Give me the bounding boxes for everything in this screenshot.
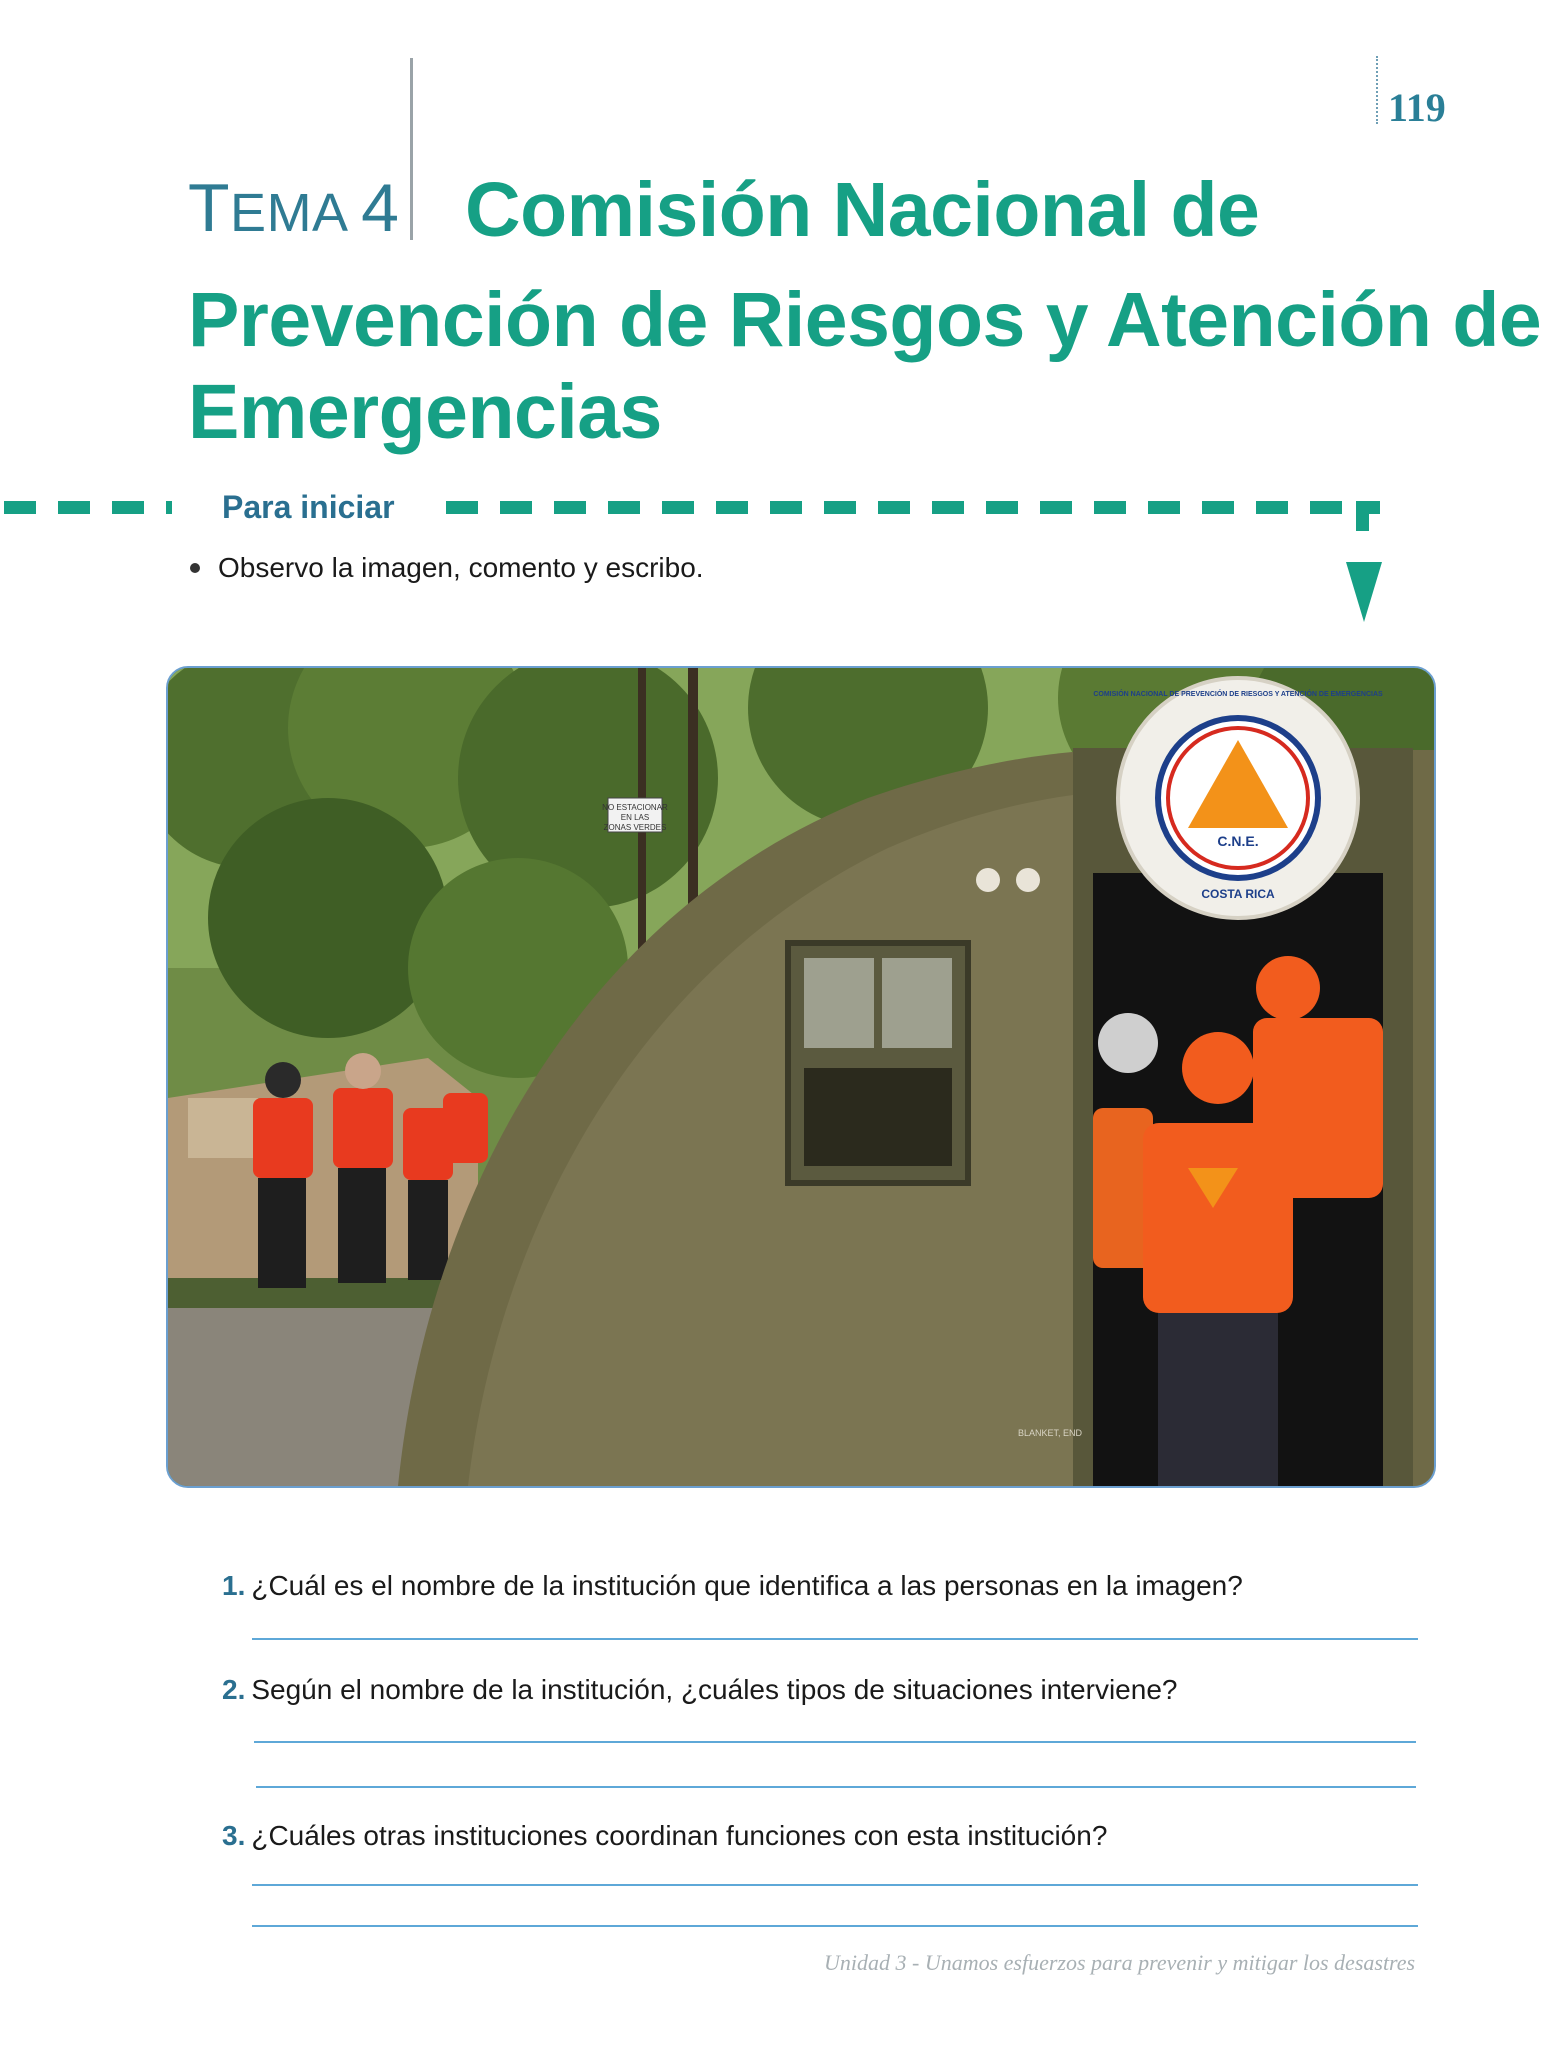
seal-text-top: COMISIÓN NACIONAL DE PREVENCIÓN DE RIESGOS Y ATENCIÓN DE EMERGENCIAS: [1093, 691, 1383, 698]
dashed-rule-left: [4, 501, 172, 514]
bullet-icon: [190, 563, 200, 573]
tema-rest: EMA: [230, 183, 346, 243]
dashed-rule-down: [1356, 501, 1369, 531]
page-title-line-2: Prevención de Riesgos y Atención de: [188, 277, 1542, 363]
answer-line-3a[interactable]: [252, 1884, 1418, 1886]
question-3: [222, 1820, 1107, 1852]
dashed-rule-right: [446, 501, 1380, 514]
seal-text-bottom: COSTA RICA: [1201, 887, 1275, 901]
page-number: 119: [1388, 85, 1446, 130]
photo-cne-tent: [166, 666, 1436, 1488]
answer-line-1[interactable]: [252, 1638, 1418, 1640]
photo-illustration: [168, 668, 1434, 1486]
sign-line-1: NO ESTACIONAR: [602, 803, 668, 812]
tema-label: [188, 170, 400, 246]
question-1-number: 1.: [222, 1570, 246, 1601]
footer-unit-title: Unidad 3 - Unamos esfuerzos para prevenir y mitigar los desastres: [824, 1950, 1416, 1975]
instruction-text: Observo la imagen, comento y escribo.: [218, 552, 704, 583]
question-2-number: 2.: [222, 1674, 246, 1705]
question-1: [222, 1570, 1243, 1602]
section-heading: Para iniciar: [222, 489, 395, 525]
question-3-number: 3.: [222, 1820, 246, 1851]
page-number-rule: [1376, 56, 1378, 124]
sign-line-3: ZONAS VERDES: [603, 823, 667, 832]
answer-line-3b[interactable]: [252, 1925, 1418, 1927]
question-2-text: Según el nombre de la institución, ¿cuáles tipos de situaciones interviene?: [251, 1674, 1178, 1705]
question-2: [222, 1674, 1177, 1706]
answer-line-2a[interactable]: [254, 1741, 1416, 1743]
page-title-line-1: Comisión Nacional de: [465, 167, 1260, 253]
tema-initial: T: [188, 170, 231, 246]
tema-number: 4: [361, 170, 400, 246]
question-1-text: ¿Cuál es el nombre de la institución que identifica a las personas en la imagen?: [251, 1570, 1243, 1601]
page-title-line-3: Emergencias: [188, 369, 662, 455]
arrow-down-icon: [1346, 562, 1382, 622]
sign-line-2: EN LAS: [620, 813, 650, 822]
seal-center: C.N.E.: [1217, 833, 1259, 849]
question-3-text: ¿Cuáles otras instituciones coordinan funciones con esta institución?: [251, 1820, 1108, 1851]
tent-stamp: BLANKET, END: [1018, 1428, 1083, 1438]
answer-line-2b[interactable]: [256, 1786, 1416, 1788]
title-divider: [410, 58, 413, 240]
